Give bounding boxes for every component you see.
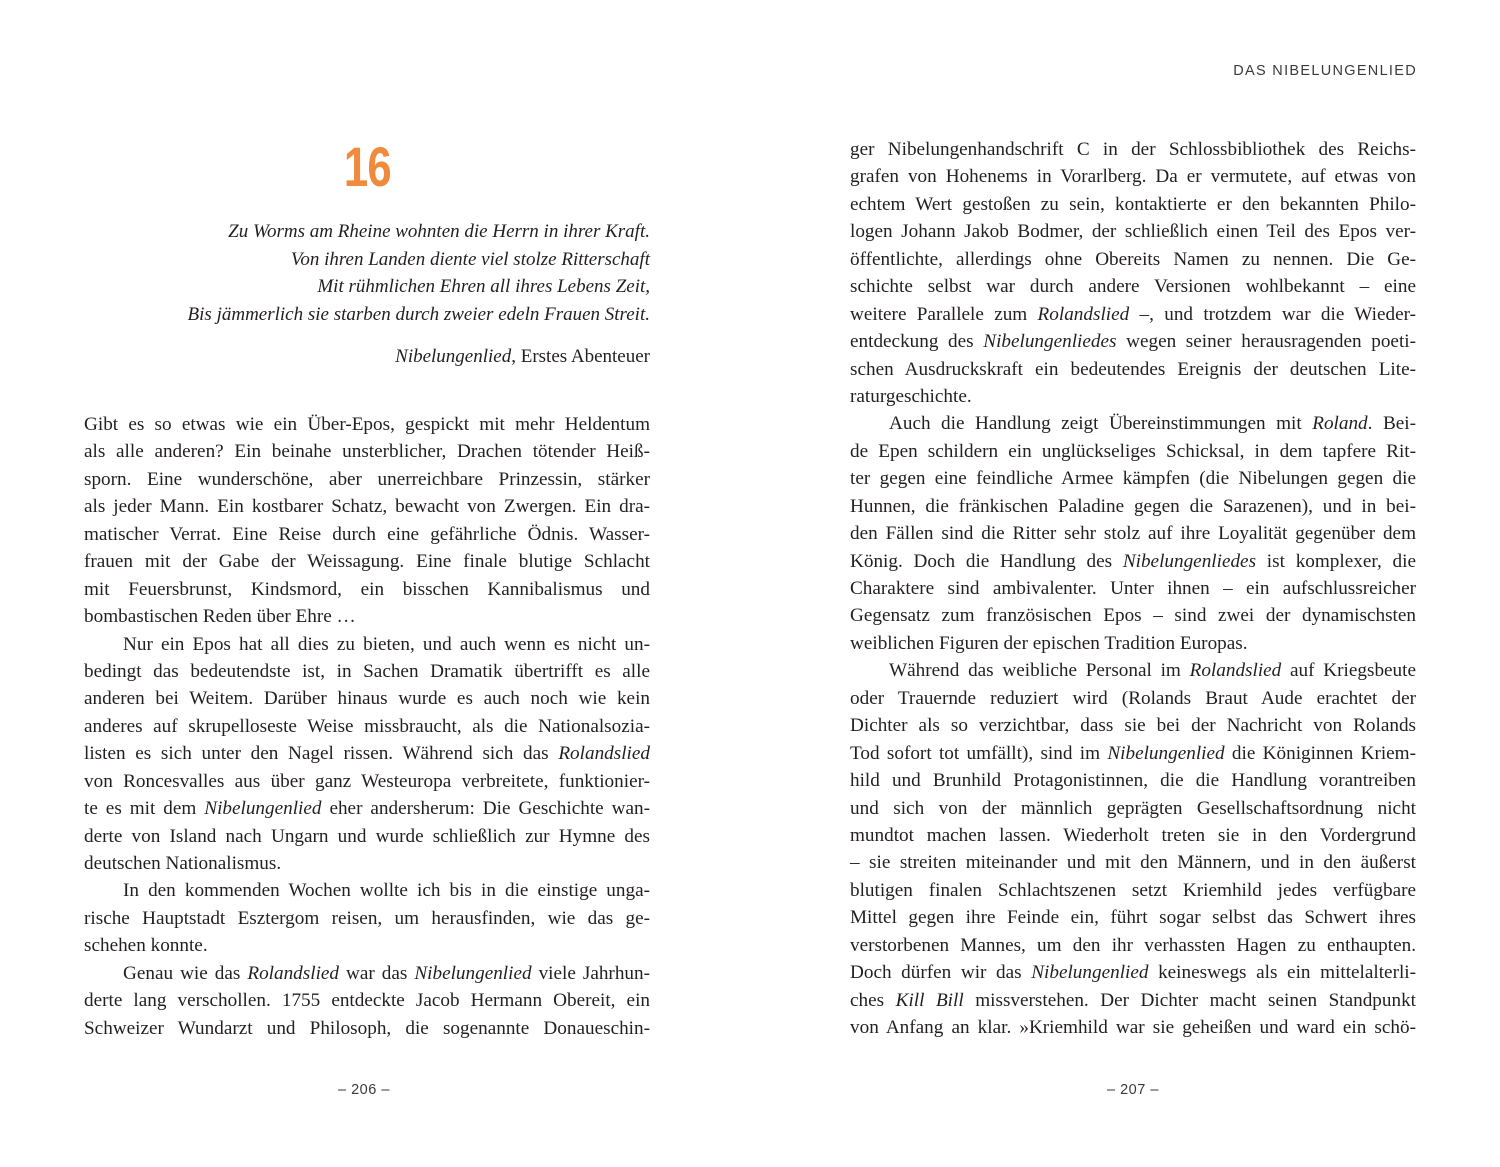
text-run: In den kommenden Wochen wollte ich bis in die einstige unga-: [123, 880, 650, 902]
text-line: [850, 575, 1416, 602]
text-line: [850, 685, 1416, 712]
text-line: [84, 987, 650, 1014]
text-line: [84, 548, 650, 575]
text-line: [84, 795, 650, 822]
epigraph-line: Mit rühmlichen Ehren all ihres Lebens Zeit,: [317, 276, 650, 297]
text-run: –, und trotzdem war die Wieder-: [1129, 303, 1416, 325]
text-line: [850, 273, 1416, 300]
text-run: missverstehen. Der Dichter macht seinen Standpunkt: [963, 989, 1416, 1011]
text-run: als jeder Mann. Ein kostbarer Schatz, bewacht von Zwergen. Ein dra-: [84, 496, 650, 518]
text-line: [850, 356, 1416, 383]
text-line: [84, 631, 650, 658]
text-line: [84, 768, 650, 795]
text-line: [850, 410, 1416, 437]
text-line: [850, 520, 1416, 547]
text-line: [850, 602, 1416, 629]
text-line: [84, 740, 650, 767]
text-run: war das: [339, 962, 415, 984]
text-run: blutigen finalen Schlachtszenen setzt Kriemhild jedes verfügbare: [850, 879, 1416, 901]
text-line: [84, 932, 650, 959]
text-line: [84, 685, 650, 712]
text-line: [850, 630, 1416, 657]
text-line: [84, 850, 650, 877]
text-line: [84, 713, 650, 740]
epigraph-source: [188, 343, 650, 371]
text-run: Während das weibliche Personal im: [889, 660, 1190, 682]
text-run: schichte selbst war durch andere Versionen wohlbekannt – eine: [850, 276, 1416, 298]
text-run: Genau wie das: [123, 962, 248, 984]
text-line: [850, 246, 1416, 273]
text-run: mundtot machen lassen. Wiederholt treten sie in den Vordergrund: [850, 824, 1416, 846]
text-run: – sie streiten miteinander und mit den Männern, und in den äußerst: [850, 852, 1416, 874]
text-line: [850, 163, 1416, 190]
text-run: weiblichen Figuren der epischen Tradition Europas.: [850, 632, 1248, 654]
text-line: [84, 438, 650, 465]
epigraph: [188, 218, 650, 371]
text-run: Hunnen, die fränkischen Paladine gegen die Sarazenen), und in bei-: [850, 495, 1416, 517]
text-line: [850, 301, 1416, 328]
text-run: sporn. Eine wunderschöne, aber unerreichbare Prinzessin, stärker: [84, 468, 650, 490]
text-line: [84, 877, 650, 904]
text-run: derte lang verschollen. 1755 entdeckte Jacob Hermann Obereit, ein: [84, 990, 650, 1012]
text-line: [850, 712, 1416, 739]
text-run: die Königinnen Kriem-: [1224, 742, 1416, 764]
text-run: rische Hauptstadt Esztergom reisen, um herausfinden, wie das ge-: [84, 907, 650, 929]
text-run: keineswegs als ein mittelalterli-: [1148, 962, 1417, 984]
text-run: Dichter als so verzichtbar, dass sie bei der Nachricht von Rolands: [850, 715, 1416, 737]
text-run: logen Johann Jakob Bodmer, der schließlich einen Teil des Epos ver-: [850, 221, 1416, 243]
text-run: ger Nibelungenhandschrift C in der Schlossbibliothek des Reichs-: [850, 139, 1416, 160]
text-run: derte von Island nach Ungarn und wurde schließlich zur Hymne des: [84, 825, 650, 847]
text-run: und sich von der männlich geprägten Gesellschaftsordnung nicht: [850, 797, 1416, 819]
text-line: [84, 466, 650, 493]
text-run: viele Jahrhun-: [531, 962, 650, 984]
text-run: den Fällen sind die Ritter sehr stolz auf ihre Loyalität gegenüber dem: [850, 523, 1416, 545]
text-line: [850, 740, 1416, 767]
italic-title: Nibelungenlied: [414, 962, 532, 984]
italic-title: Rolandslied: [1189, 660, 1282, 682]
text-run: te es mit dem: [84, 798, 205, 820]
italic-title: Rolandslied: [1037, 303, 1130, 325]
text-run: Schweizer Wundarzt und Philosoph, die sogenannte Donaueschin-: [84, 1017, 650, 1039]
text-run: als alle anderen? Ein beinahe unsterblicher, Drachen tötender Heiß-: [84, 441, 650, 463]
text-run: verstorbenen Mannes, um den ihr verhassten Hagen zu enthaupten.: [850, 934, 1416, 956]
italic-title: Nibelungenlied: [204, 798, 322, 820]
text-line: [850, 383, 1416, 410]
text-line: [84, 603, 650, 630]
text-line: [84, 960, 650, 987]
text-run: mit Feuersbrunst, Kindsmord, ein bisschen Kannibalismus und: [84, 578, 650, 600]
right-page: [750, 0, 1500, 1167]
text-line: [84, 521, 650, 548]
text-run: schehen konnte.: [84, 935, 208, 957]
text-line: [850, 438, 1416, 465]
text-run: König. Doch die Handlung des: [850, 550, 1123, 572]
text-run: schen Ausdruckskraft ein bedeutendes Ereignis der deutschen Lite-: [850, 358, 1416, 380]
text-run: matischer Verrat. Eine Reise durch eine gefährliche Ödnis. Wasser-: [84, 523, 650, 545]
italic-title: Nibelungenlied: [1107, 742, 1225, 764]
text-line: [850, 465, 1416, 492]
text-run: echtem Wert gestoßen zu sein, kontaktierte er den bekannten Philo-: [850, 193, 1416, 215]
epigraph-line: Zu Worms am Rheine wohnten die Herrn in ihrer Kraft.: [228, 221, 650, 242]
text-run: Mittel gegen ihre Feinde ein, führt sogar selbst das Schwert ihres: [850, 907, 1416, 929]
text-run: öffentlichte, allerdings ohne Obereits Namen zu nennen. Die Ge-: [850, 248, 1416, 270]
text-line: [850, 877, 1416, 904]
text-line: [850, 328, 1416, 355]
italic-title: Nibelungenliedes: [983, 331, 1117, 353]
text-line: [850, 849, 1416, 876]
text-run: Doch dürfen wir das: [850, 962, 1032, 984]
text-run: bedingt das bedeutendste ist, in Sachen Dramatik übertrifft es alle: [84, 660, 650, 682]
italic-title: Kill Bill: [895, 989, 964, 1011]
text-run: deutschen Nationalismus.: [84, 853, 282, 874]
text-run: anderen bei Weitem. Darüber hinaus wurde es auch noch wie kein: [84, 688, 650, 710]
page-number-left: – 206 –: [338, 1082, 390, 1098]
text-line: [850, 959, 1416, 986]
text-run: entdeckung des: [850, 331, 984, 353]
text-line: [850, 904, 1416, 931]
text-run: Gegensatz zum französischen Epos – sind zwei der dynamischsten: [850, 605, 1416, 627]
epigraph-line: Bis jämmerlich sie starben durch zweier edeln Frauen Streit.: [187, 303, 650, 325]
text-line: [850, 493, 1416, 520]
page-number-right: – 207 –: [1107, 1082, 1159, 1098]
text-run: de Epen schildern ein unglückseliges Schicksal, in dem tapfere Rit-: [850, 440, 1416, 462]
text-line: [850, 767, 1416, 794]
chapter-number: 16: [343, 135, 391, 198]
text-run: grafen von Hohenems in Vorarlberg. Da er vermutete, auf etwas von: [850, 166, 1416, 188]
text-line: [84, 411, 650, 438]
text-run: Auch die Handlung zeigt Übereinstimmungen mit: [889, 413, 1313, 435]
italic-title: Rolandslied: [558, 743, 650, 765]
text-line: [850, 1014, 1416, 1041]
italic-title: Rolandslied: [247, 962, 340, 984]
body-text-right: [850, 136, 1416, 1041]
text-line: [84, 493, 650, 520]
text-line: [850, 136, 1416, 163]
text-line: [850, 795, 1416, 822]
italic-title: Roland: [1312, 413, 1368, 435]
text-line: [84, 658, 650, 685]
text-line: [850, 987, 1416, 1014]
text-run: auf Kriegsbeute: [1281, 660, 1416, 682]
text-line: [84, 905, 650, 932]
text-run: von Roncesvalles aus über ganz Westeuropa verbreitete, funktionier-: [84, 770, 650, 792]
text-line: [84, 1015, 650, 1042]
text-run: anderes auf skrupelloseste Weise missbraucht, als die Nationalsozia-: [84, 715, 650, 737]
text-run: eher andersherum: Die Geschichte wan-: [321, 798, 650, 820]
text-run: Charaktere sind ambivalenter. Unter ihnen – ein aufschlussreicher: [850, 578, 1416, 599]
text-run: frauen mit der Gabe der Weissagung. Eine finale blutige Schlacht: [84, 551, 650, 573]
text-run: Tod sofort tot umfällt), sind im: [850, 742, 1108, 764]
running-head: DAS NIBELUNGENLIED: [1233, 63, 1417, 79]
text-run: wegen seiner herausragenden poeti-: [1116, 331, 1416, 353]
text-run: oder Trauernde reduziert wird (Rolands Braut Aude erachtet der: [850, 687, 1416, 709]
text-line: [850, 822, 1416, 849]
text-run: Nur ein Epos hat all dies zu bieten, und auch wenn es nicht un-: [123, 633, 650, 655]
text-run: von Anfang an klar. »Kriemhild war sie geheißen und ward ein schö-: [850, 1017, 1416, 1038]
text-run: . Bei-: [1367, 413, 1416, 435]
text-run: raturgeschichte.: [850, 385, 972, 407]
epigraph-source-rest: , Erstes Abenteuer: [511, 346, 650, 367]
text-run: ist komplexer, die: [1256, 550, 1416, 572]
text-run: hild und Brunhild Protagonistinnen, die die Handlung vorantreiben: [850, 770, 1416, 792]
body-text-left: [84, 411, 650, 1042]
text-run: ches: [850, 989, 896, 1011]
text-run: listen es sich unter den Nagel rissen. Während sich das: [84, 743, 559, 765]
text-run: weitere Parallele zum: [850, 303, 1038, 325]
text-line: [850, 191, 1416, 218]
text-line: [850, 657, 1416, 684]
text-line: [84, 576, 650, 603]
text-line: [850, 548, 1416, 575]
text-line: [84, 823, 650, 850]
text-line: [850, 218, 1416, 245]
text-line: [850, 932, 1416, 959]
italic-title: Nibelungenlied: [1031, 962, 1149, 984]
text-run: ter gegen eine feindliche Armee kämpfen (die Nibelungen gegen die: [850, 468, 1416, 490]
text-run: Gibt es so etwas wie ein Über-Epos, gespickt mit mehr Heldentum: [84, 414, 650, 435]
italic-title: Nibelungenliedes: [1122, 550, 1257, 572]
epigraph-line: Von ihren Landen diente viel stolze Ritterschaft: [290, 248, 650, 270]
epigraph-source-title: Nibelungenlied: [395, 346, 512, 367]
text-run: bombastischen Reden über Ehre …: [84, 606, 356, 628]
